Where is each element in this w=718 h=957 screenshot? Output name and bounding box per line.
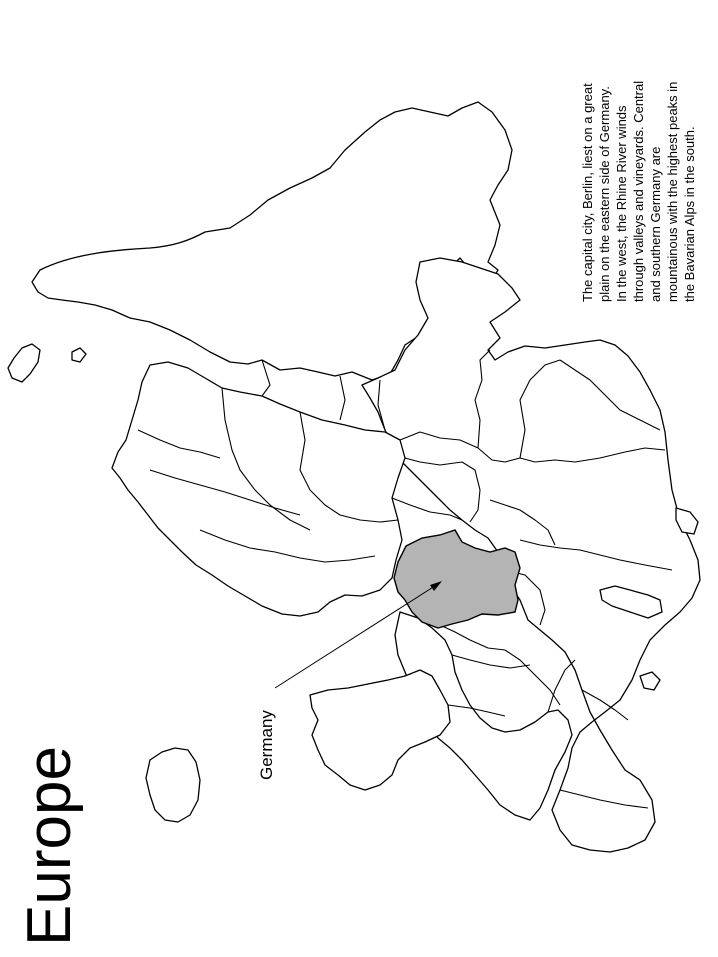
caption-line: and southern Germany are (648, 146, 663, 302)
caption-line: plain on the eastern side of Germany. (597, 86, 612, 302)
caption-line: In the west, the Rhine River winds (614, 105, 629, 302)
caption-block (580, 81, 697, 302)
caption-line: mountainous with the highest peaks in (665, 81, 680, 302)
iceland-island (8, 344, 40, 382)
caption-line: The capital city, Berlin, liest on a great (580, 83, 595, 302)
island-small-1 (72, 348, 86, 362)
italy-landmass (310, 670, 450, 790)
germany-label: Germany (257, 710, 276, 780)
caption-line: the Bavarian Alps in the south. (682, 126, 697, 302)
western-europe-landmass (112, 362, 405, 616)
caption-line: through valleys and vineyards. Central (631, 80, 646, 302)
iberia-landmass (146, 748, 200, 822)
map-title: Europe (15, 746, 84, 946)
island-small-4 (640, 672, 660, 690)
